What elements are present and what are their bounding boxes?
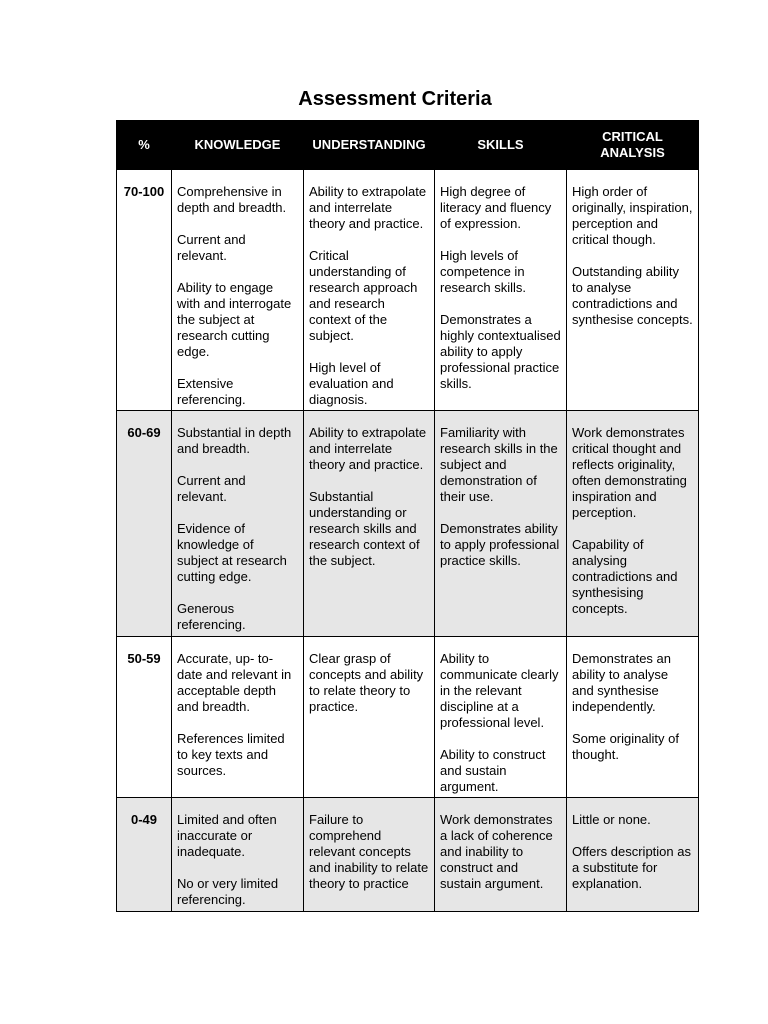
understanding-cell	[304, 411, 435, 637]
assessment-criteria-table	[116, 120, 699, 912]
criteria-text: High levels of competence in research skills.	[440, 248, 526, 295]
knowledge-cell	[172, 798, 304, 912]
critical-analysis-cell	[567, 637, 699, 798]
criteria-text: No or very limited referencing.	[177, 876, 279, 907]
criteria-text: Outstanding ability to analyse contradictions and synthesise concepts.	[572, 264, 693, 327]
criteria-text: Work demonstrates critical thought and reflects originality, often demonstrating inspiration and perception.	[572, 425, 687, 520]
skills-cell	[435, 170, 567, 411]
criteria-text: Clear grasp of concepts and ability to relate theory to practice.	[309, 651, 424, 714]
grade-range-cell: 70-100	[117, 170, 172, 411]
table-body	[117, 170, 699, 912]
column-header-knowledge: KNOWLEDGE	[172, 121, 304, 170]
criteria-text: High level of evaluation and diagnosis.	[309, 360, 394, 407]
criteria-text: References limited to key texts and sources.	[177, 731, 285, 778]
criteria-text: Ability to construct and sustain argument.	[440, 747, 546, 794]
column-header-percent: %	[117, 121, 172, 170]
critical-analysis-cell	[567, 170, 699, 411]
table-row	[117, 798, 699, 912]
criteria-text: Familiarity with research skills in the subject and demonstration of their use.	[440, 425, 558, 504]
critical-analysis-cell	[567, 411, 699, 637]
criteria-text: Some originality of thought.	[572, 731, 679, 762]
criteria-text: Ability to extrapolate and interrelate theory and practice.	[309, 425, 427, 472]
understanding-cell	[304, 170, 435, 411]
knowledge-cell	[172, 411, 304, 637]
critical-analysis-cell	[567, 798, 699, 912]
skills-cell	[435, 411, 567, 637]
criteria-text: Evidence of knowledge of subject at research cutting edge.	[177, 521, 287, 584]
skills-cell	[435, 637, 567, 798]
criteria-text: Substantial understanding or research skills and research context of the subject.	[309, 489, 420, 568]
grade-range-cell: 50-59	[117, 637, 172, 798]
criteria-text: Ability to communicate clearly in the relevant discipline at a professional level.	[440, 651, 559, 730]
criteria-text: Offers description as a substitute for explanation.	[572, 844, 691, 891]
knowledge-cell	[172, 170, 304, 411]
table-header-row	[117, 121, 699, 170]
criteria-text: Work demonstrates a lack of coherence and inability to construct and sustain argument.	[440, 812, 553, 891]
column-header-skills: SKILLS	[435, 121, 567, 170]
criteria-text: Demonstrates a highly contextualised ability to apply professional practice skills.	[440, 312, 561, 391]
criteria-text: Capability of analysing contradictions and synthesising concepts.	[572, 537, 678, 616]
criteria-text: Limited and often inaccurate or inadequate.	[177, 812, 277, 859]
criteria-text: High degree of literacy and fluency of expression.	[440, 184, 552, 231]
criteria-text: Ability to engage with and interrogate the subject at research cutting edge.	[177, 280, 292, 359]
column-header-understanding: UNDERSTANDING	[304, 121, 435, 170]
understanding-cell	[304, 637, 435, 798]
criteria-text: Failure to comprehend relevant concepts and inability to relate theory to practice	[309, 812, 429, 891]
criteria-text: Accurate, up- to-date and relevant in acceptable depth and breadth.	[177, 651, 292, 714]
skills-cell	[435, 798, 567, 912]
page-title: Assessment Criteria	[298, 88, 492, 110]
criteria-text: Critical understanding of research approach and research context of the subject.	[309, 248, 418, 343]
criteria-text: Substantial in depth and breadth.	[177, 425, 292, 456]
criteria-text: Demonstrates an ability to analyse and synthesise independently.	[572, 651, 671, 714]
criteria-text: High order of originally, inspiration, perception and critical though.	[572, 184, 693, 247]
criteria-text: Extensive referencing.	[177, 376, 246, 407]
knowledge-cell	[172, 637, 304, 798]
criteria-text: Current and relevant.	[177, 232, 246, 263]
table-row	[117, 637, 699, 798]
column-header-critical-analysis: CRITICAL ANALYSIS	[567, 121, 699, 170]
grade-range-cell: 0-49	[117, 798, 172, 912]
criteria-text: Little or none.	[572, 812, 651, 827]
criteria-text: Ability to extrapolate and interrelate theory and practice.	[309, 184, 427, 231]
table-row	[117, 411, 699, 637]
grade-range-cell: 60-69	[117, 411, 172, 637]
criteria-text: Current and relevant.	[177, 473, 246, 504]
criteria-text: Comprehensive in depth and breadth.	[177, 184, 287, 215]
table-row	[117, 170, 699, 411]
understanding-cell	[304, 798, 435, 912]
criteria-text: Generous referencing.	[177, 601, 246, 632]
criteria-text: Demonstrates ability to apply professional practice skills.	[440, 521, 560, 568]
